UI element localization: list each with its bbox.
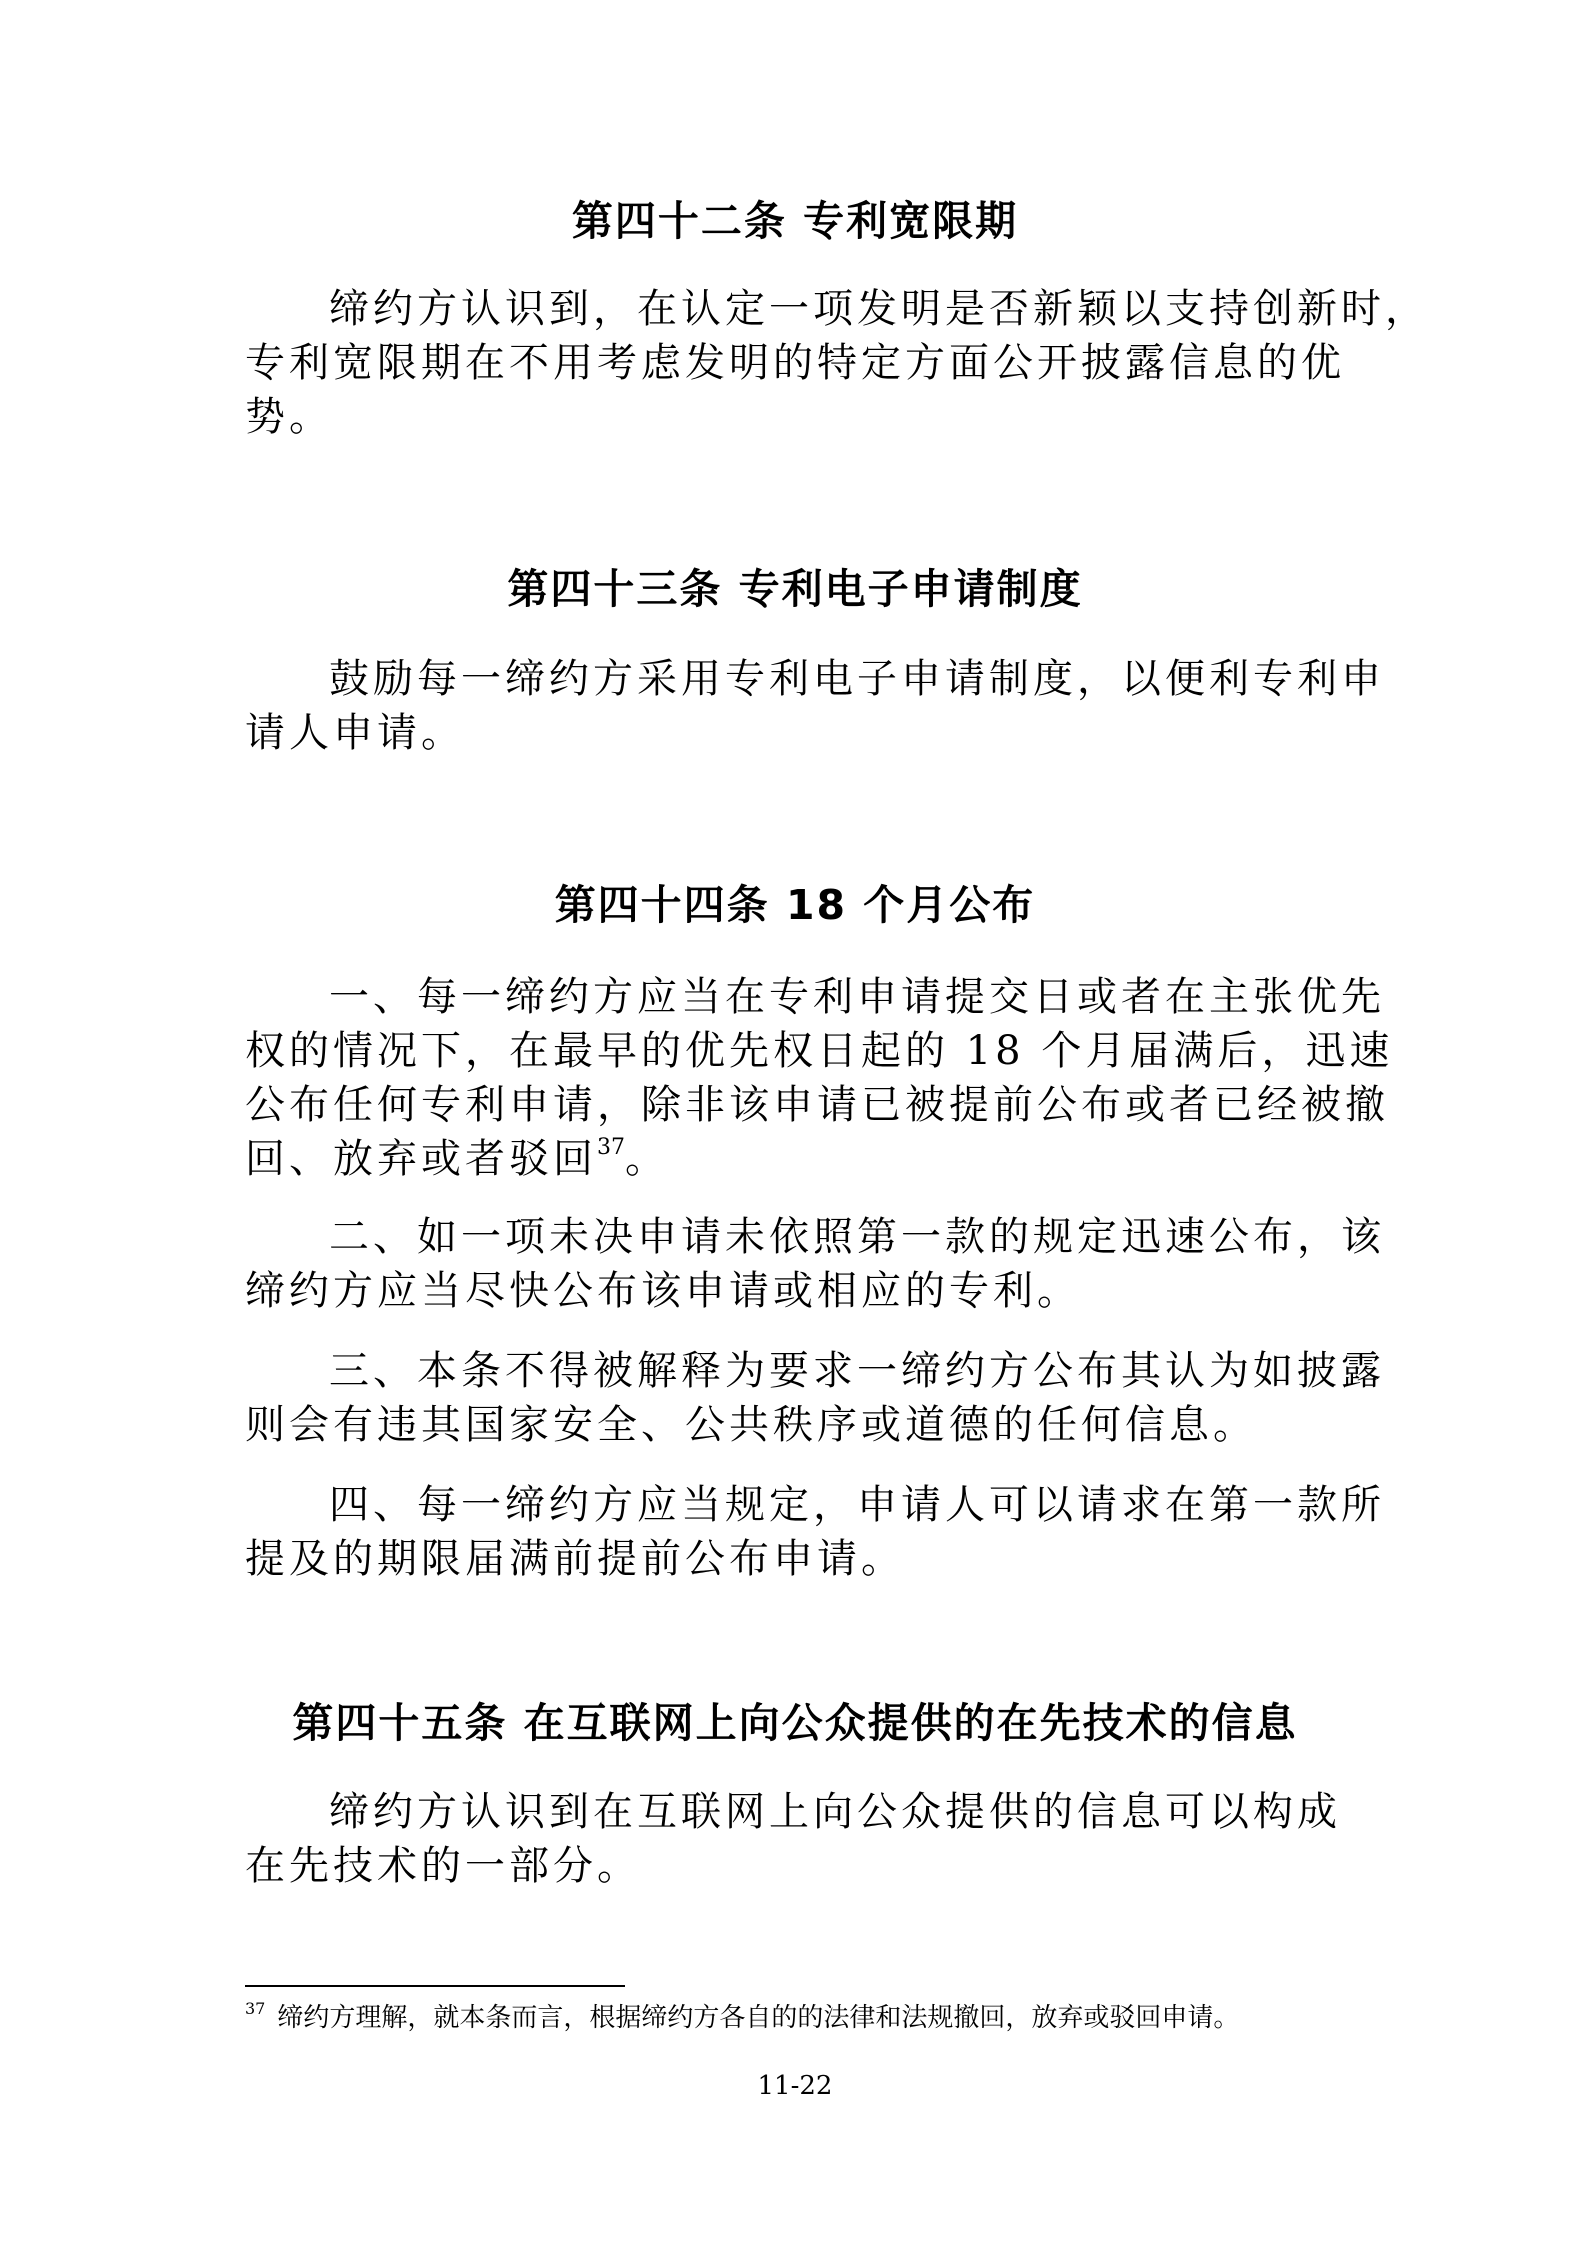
footnote bbox=[245, 2000, 1345, 2036]
footnote-reference[interactable]: 37 bbox=[597, 1134, 625, 1160]
article-44-paragraph-3 bbox=[245, 1344, 1385, 1452]
paragraph-line: 专利宽限期在不用考虑发明的特定方面公开披露信息的优 bbox=[245, 340, 1345, 386]
footnote-divider bbox=[245, 1985, 625, 1987]
paragraph-line: 权的情况下，在最早的优先权日起的 18 个月届满后，迅速 bbox=[245, 1028, 1394, 1074]
article-44-paragraph-4 bbox=[245, 1478, 1385, 1586]
article-43-paragraph-1 bbox=[245, 652, 1385, 760]
paragraph-line bbox=[245, 1132, 1345, 1186]
article-44-paragraph-1 bbox=[245, 970, 1394, 1186]
article-44-heading: 第四十四条 18 个月公布 bbox=[554, 881, 1036, 929]
paragraph-line: 缔约方认识到，在认定一项发明是否新颖以支持创新时， bbox=[329, 286, 1429, 332]
paragraph-line: 一、每一缔约方应当在专利申请提交日或者在主张优先 bbox=[329, 974, 1385, 1020]
paragraph-line: 则会有违其国家安全、公共秩序或道德的任何信息。 bbox=[245, 1402, 1257, 1448]
footnote-text: 缔约方理解，就本条而言，根据缔约方各自的的法律和法规撤回，放弃或驳回申请。 bbox=[277, 2003, 1240, 2033]
paragraph-line: 请人申请。 bbox=[245, 710, 465, 756]
paragraph-line: 鼓励每一缔约方采用专利电子申请制度，以便利专利申 bbox=[329, 656, 1385, 702]
paragraph-line: 缔约方认识到在互联网上向公众提供的信息可以构成 bbox=[329, 1789, 1341, 1835]
page-number: 11-22 bbox=[757, 2071, 833, 2101]
paragraph-line: 势。 bbox=[245, 394, 333, 440]
paragraph-line-end: 。 bbox=[625, 1136, 669, 1182]
article-42-paragraph-1 bbox=[245, 282, 1429, 444]
paragraph-line: 在先技术的一部分。 bbox=[245, 1843, 641, 1889]
paragraph-line: 三、本条不得被解释为要求一缔约方公布其认为如披露 bbox=[329, 1348, 1385, 1394]
article-44-paragraph-2 bbox=[245, 1210, 1385, 1318]
paragraph-line: 二、如一项未决申请未依照第一款的规定迅速公布，该 bbox=[329, 1214, 1385, 1260]
article-45-heading: 第四十五条 在互联网上向公众提供的在先技术的信息 bbox=[292, 1699, 1298, 1747]
paragraph-line: 提及的期限届满前提前公布申请。 bbox=[245, 1536, 905, 1582]
paragraph-line: 四、每一缔约方应当规定，申请人可以请求在第一款所 bbox=[329, 1482, 1385, 1528]
article-45-paragraph-1 bbox=[245, 1785, 1345, 1893]
paragraph-line: 缔约方应当尽快公布该申请或相应的专利。 bbox=[245, 1268, 1081, 1314]
document-page bbox=[245, 0, 1429, 2245]
footnote-number: 37 bbox=[245, 1999, 266, 2019]
paragraph-line: 公布任何专利申请，除非该申请已被提前公布或者已经被撤 bbox=[245, 1082, 1389, 1128]
paragraph-line-text: 回、放弃或者驳回 bbox=[245, 1136, 597, 1182]
article-42-heading: 第四十二条 专利宽限期 bbox=[571, 197, 1019, 245]
article-43-heading: 第四十三条 专利电子申请制度 bbox=[507, 565, 1083, 613]
